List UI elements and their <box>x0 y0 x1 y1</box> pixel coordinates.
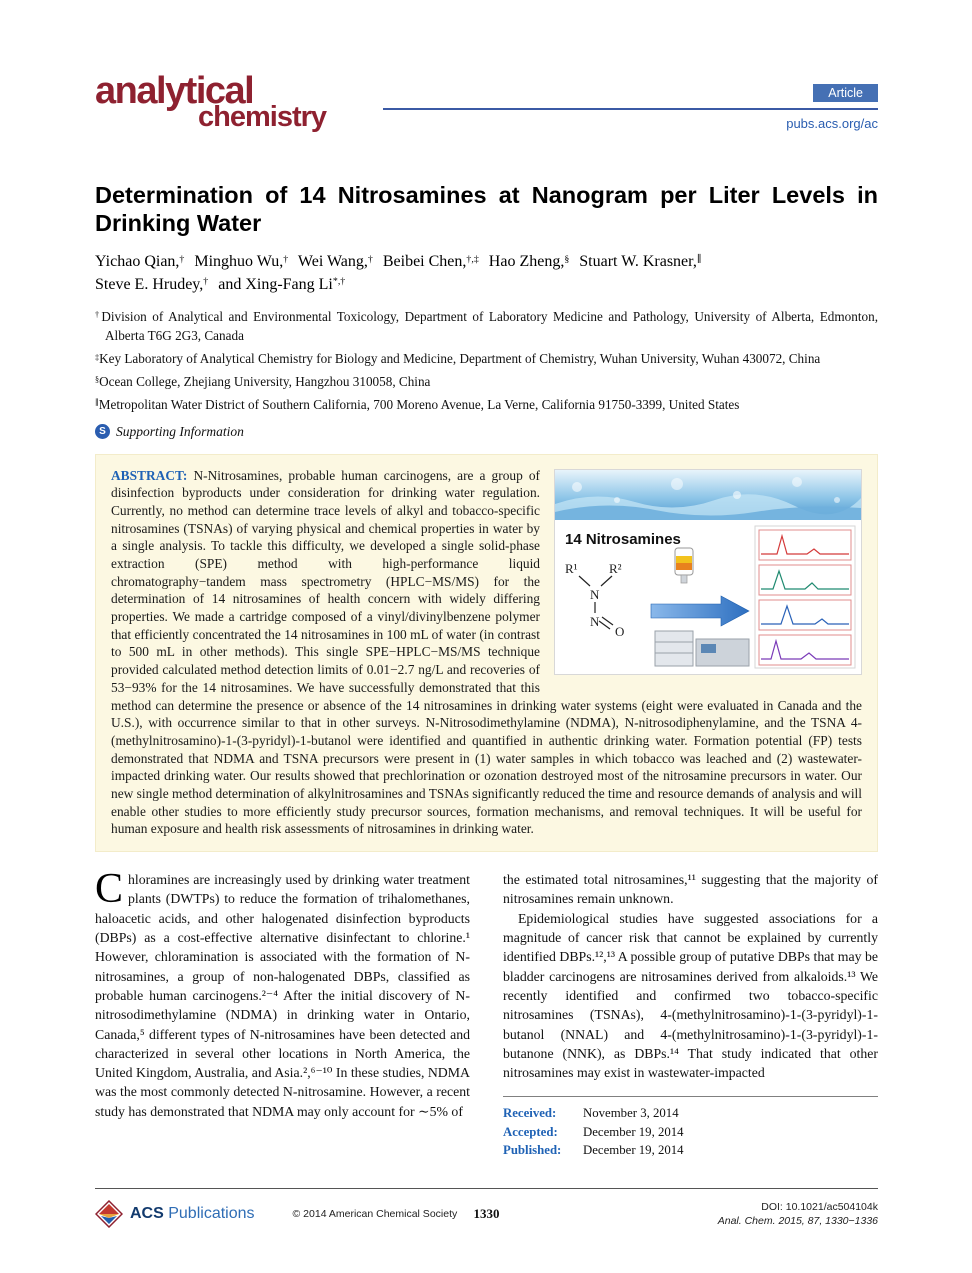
author: Minghuo Wu,† <box>194 253 289 271</box>
author: Beibei Chen,†,‡ <box>382 253 479 271</box>
svg-text:N: N <box>590 586 600 602</box>
water-splash-image <box>555 470 861 520</box>
svg-text:O: O <box>615 623 625 639</box>
toc-graphic <box>554 469 862 675</box>
journal-logo-line2: chemistry <box>198 101 327 134</box>
supporting-info-icon: S <box>95 424 110 439</box>
accepted-date: December 19, 2014 <box>583 1124 684 1139</box>
abstract-label: ABSTRACT: <box>111 467 188 483</box>
page-title: Determination of 14 Nitrosamines at Nanogram per Liter Levels in Drinking Water <box>95 182 878 236</box>
received-row <box>503 1104 878 1122</box>
paragraph: the estimated total nitrosamines,¹¹ suggesting that the majority of nitrosamines remain unknown. <box>503 872 878 907</box>
copyright-text: © 2014 American Chemical Society <box>292 1208 458 1220</box>
abstract-section <box>95 454 878 852</box>
drop-cap: C <box>95 866 124 913</box>
published-label: Published: <box>503 1142 562 1157</box>
svg-text:R²: R² <box>609 560 622 576</box>
author-list <box>95 251 878 295</box>
journal-url-link[interactable]: pubs.acs.org/ac <box>786 116 878 131</box>
graphic-title: 14 Nitrosamines <box>565 530 681 548</box>
article-body <box>95 866 878 1159</box>
author: Hao Zheng,§ <box>488 253 570 271</box>
author: Yichao Qian,† <box>95 253 185 271</box>
received-label: Received: <box>503 1106 557 1121</box>
page-footer <box>95 1188 878 1230</box>
paragraph: Chloramines are increasingly used by drinking water treatment plants (DWTPs) to reduce the formation of trihalomethanes, haloacetic acids, and other halogenated disinfection byproducts (DBPs) as a cost-effective alternative disinfectant to chlorine.¹ However, chloramination is associated with the formation of N-nitrosamines, a group of non-halogenated DBPs, classified as probable human carcinogens.²⁻⁴ After the initial discovery of N-nitrosodimethylamine (NDMA) in drinking water in Ontario, Canada,⁵ different types of N-nitrosamines have been detected and characterized in several other locations in North America, the United Kingdom, Australia, and Asia.²,⁶⁻¹⁰ In these studies, NDMA was the most commonly detected N-nitrosamine. However, a recent study has demonstrated that NDMA may only account for ∼5% of <box>95 866 470 1119</box>
header-rule <box>383 108 878 110</box>
affiliation-list <box>95 307 878 415</box>
svg-text:N: N <box>590 613 600 629</box>
author: Steve E. Hrudey,† <box>95 275 209 293</box>
accepted-label: Accepted: <box>503 1124 558 1139</box>
svg-text:R¹: R¹ <box>565 560 578 576</box>
citation-text: Anal. Chem. 2015, 87, 1330−1336 <box>717 1215 878 1227</box>
body-column-left <box>95 866 470 1159</box>
acs-publications-wordmark: ACS Publications <box>130 1205 255 1222</box>
affiliation: §Ocean College, Zhejiang University, Hangzhou 310058, China <box>95 373 431 389</box>
article-type-badge: Article <box>813 84 878 102</box>
journal-logo[interactable] <box>95 70 327 134</box>
page-number: 1330 <box>473 1206 500 1221</box>
author: Stuart W. Krasner,∥ <box>579 253 702 271</box>
journal-header <box>95 70 878 138</box>
journal-logo-line1: analytical <box>95 70 254 112</box>
author: and Xing-Fang Li*,† <box>218 275 346 293</box>
affiliation: †Division of Analytical and Environmental Toxicology, Department of Laboratory Medicine and Pathology, University of Alberta, Edmonton, Alberta T6G 2G3, Canada <box>95 308 878 344</box>
supporting-info-label[interactable]: Supporting Information <box>116 423 244 439</box>
author-line-1 <box>95 251 878 273</box>
affiliation: ‡Key Laboratory of Analytical Chemistry for Biology and Medicine, Department of Chemistry, Wuhan University, Wuhan 430072, China <box>95 351 821 367</box>
received-date: November 3, 2014 <box>583 1106 679 1121</box>
supporting-information[interactable] <box>95 424 878 440</box>
doi-text: DOI: 10.1021/ac504104k <box>761 1200 878 1213</box>
chromatogram-panel <box>755 526 855 668</box>
body-column-right <box>503 870 878 1159</box>
accepted-row <box>503 1123 878 1141</box>
publication-dates <box>503 1096 878 1158</box>
published-row <box>503 1141 878 1159</box>
author-line-2 <box>95 274 878 296</box>
author: Wei Wang,† <box>297 253 373 271</box>
affiliation: ∥Metropolitan Water District of Southern California, 700 Moreno Avenue, La Verne, California 91750-3399, United States <box>95 396 740 412</box>
abstract-text: N-Nitrosamines, probable human carcinogens, are a group of disinfection byproducts under consideration for drinking water regulation. Currently, no method can determine trace levels of alkyl and tobacco-specific nitrosamines (TSNAs) of varying physical and chemical properties in water by a single analysis. To tackle this difficulty, we developed a single solid-phase extraction (SPE) method with high-performance liquid chromatography−tandem mass spectrometry (HPLC−MS/MS) for the determination of 14 nitrosamines of health concern with widely differing properties. We made a cartridge composed of a vinyl/divinylbenzene polymer that efficiently concentrated the 14 nitrosamines in 100 mL of water (in contrast to 500 mL in other methods). This single SPE−HPLC−MS/MS technique provided calculated method detection limits of 0.01−2.7 ng/L and recoveries of 53−93% for the 14 nitrosamines. We have successfully demonstrated that this method can determine the presence or absence of the 14 nitrosamines in drinking water systems (eight were evaluated in Canada and the U.S.), with occurrence similar to that in other surveys. N-Nitrosodimethylamine (NDMA), N-nitrosodiphenylamine, and the TSNA 4-(methylnitrosamino)-1-(3-pyridyl)-1-butanol were identified and quantified in authentic drinking water. Formation potential (FP) tests demonstrated that NDMA and TSNA precursors were present in (1) water samples in which tobacco was leached and (2) wastewater-impacted drinking water. Our results showed that prechlorination or ozonation destroyed most of the nitrosamine precursors in water. Our new single method determination of alkylnitrosamines and TSNAs significantly reduced the time and resource demands of analysis and will enable other studies to more efficiently study precursor sources, formation mechanisms, and removal techniques. It will be useful for human exposure and health risk assessments of nitrosamines in drinking water. <box>111 467 862 837</box>
published-date: December 19, 2014 <box>583 1142 684 1157</box>
paragraph: Epidemiological studies have suggested associations for a magnitude of cancer risk that cannot be explained by currently identified DBPs.¹²,¹³ A possible group of putative DBPs that may be bladder carcinogens are nitrosamines derived from alkaloids.¹³ We recently identified and confirmed two tobacco-specific nitrosamines (TSNAs), 4-(methylnitrosamino)-1-(3-pyridyl)-1-butanol (NNAL) and 4-(methylnitrosamino)-1-(3-pyridyl)-1-butanone (NNK), as DBPs.¹⁴ That study indicated that other nitrosamines may exist in wastewater-impacted <box>503 910 878 1081</box>
